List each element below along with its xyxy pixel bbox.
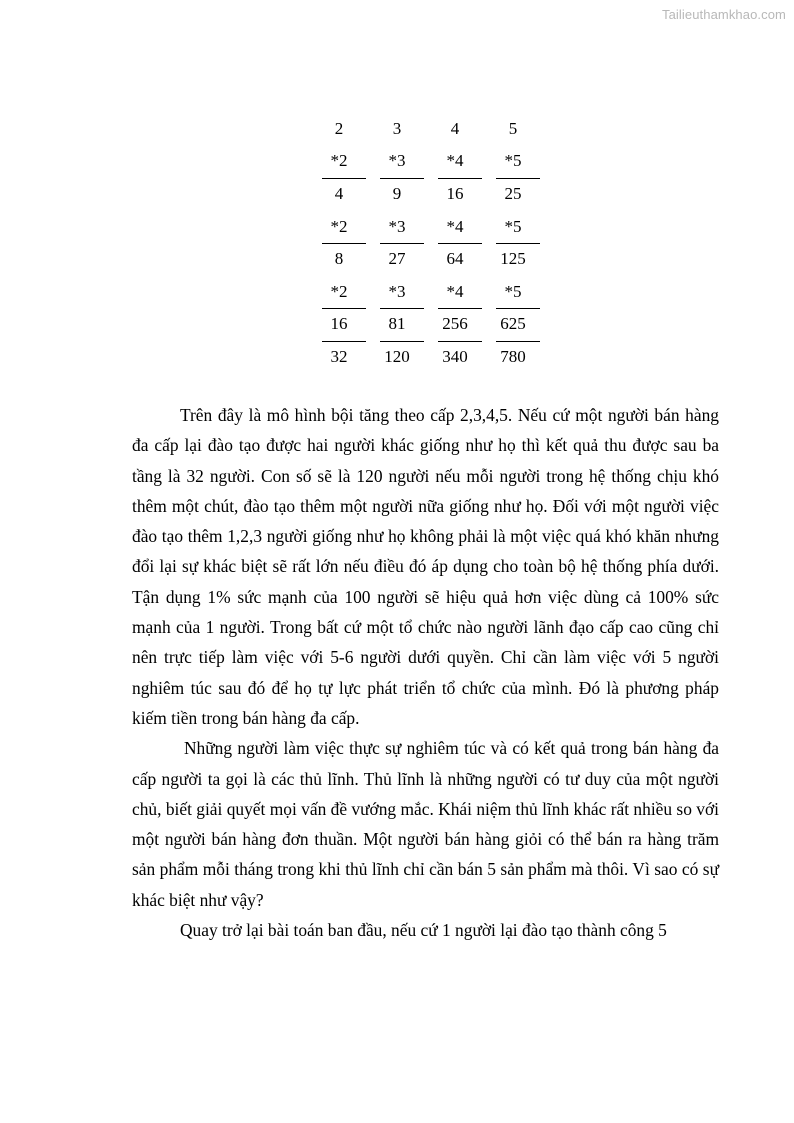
table-row <box>310 145 546 178</box>
table-cell: 2 <box>334 118 344 138</box>
paragraph: Những người làm việc thực sự nghiêm túc và có kết quả trong bán hàng đa cấp người ta gọi là các thủ lĩnh. Thủ lĩnh là những người có tư duy của một người chủ, biết giải quyết mọi vấn đề vướng mắc. Khái niệm thủ lĩnh khác rất nhiều so với một người bán hàng đơn thuần. Một người bán hàng giỏi có thể bán ra hàng trăm sản phẩm mỗi tháng trong khi thủ lĩnh chỉ cần bán 5 sản phẩm mà thôi. Vì sao có sự khác biệt như vậy? <box>132 738 719 910</box>
table-cell: *3 <box>388 216 406 236</box>
table-cell: 81 <box>368 315 426 332</box>
table-cell: *2 <box>330 281 348 301</box>
table-cell: 256 <box>426 315 484 332</box>
table-cell: 125 <box>484 250 542 267</box>
table-cell: 27 <box>368 250 426 267</box>
table-row <box>310 275 546 308</box>
table-cell: *5 <box>504 281 522 301</box>
table-row <box>310 177 546 210</box>
table-cell: 25 <box>484 185 542 202</box>
table-cell: *5 <box>504 151 522 171</box>
paragraph: Quay trở lại bài toán ban đầu, nếu cứ 1 người lại đào tạo thành công 5 <box>180 920 667 941</box>
table-cell: 4 <box>310 185 368 202</box>
table-cell: *2 <box>330 151 348 171</box>
table-cell: 8 <box>310 250 368 267</box>
table-cell: 9 <box>368 185 426 202</box>
table-cell: *4 <box>446 281 464 301</box>
table-row <box>310 242 546 275</box>
table-cell: 16 <box>426 185 484 202</box>
table-cell: 3 <box>392 118 402 138</box>
table-cell: 120 <box>368 348 426 365</box>
table-cell: 780 <box>484 348 542 365</box>
table-cell: 64 <box>426 250 484 267</box>
table-cell: *3 <box>388 151 406 171</box>
table-cell: *2 <box>330 216 348 236</box>
table-row <box>310 210 546 243</box>
table-cell: 5 <box>508 118 518 138</box>
watermark: Tailieuthamkhao.com <box>661 7 786 22</box>
multiplication-table <box>310 112 546 373</box>
table-cell: *5 <box>504 216 522 236</box>
table-row <box>310 340 546 373</box>
body-text <box>132 400 719 945</box>
table-cell: 340 <box>426 348 484 365</box>
table-row <box>310 308 546 341</box>
table-cell: 625 <box>484 315 542 332</box>
table-cell: *4 <box>446 151 464 171</box>
paragraph: Trên đây là mô hình bội tăng theo cấp 2,3,4,5. Nếu cứ một người bán hàng đa cấp lại đào tạo được hai người khác giống như họ thì kết quả thu được sau ba tầng là 32 người. Con số sẽ là 120 người nếu mỗi người trong hệ thống chịu khó thêm một chút, đào tạo thêm một người nữa giống như họ. Đối với một người việc đào tạo thêm 1,2,3 người giống như họ không phải là một việc quá khó khăn nhưng đổi lại sự khác biệt sẽ rất lớn nếu điều đó áp dụng cho toàn bộ hệ thống phía dưới. Tận dụng 1% sức mạnh của 100 người sẽ hiệu quả hơn việc dùng cả 100% sức mạnh của 1 người. Trong bất cứ một tổ chức nào người lãnh đạo cấp cao cũng chỉ nên trực tiếp làm việc với 5-6 người dưới quyền. Chỉ cần làm việc với 5 người nghiêm túc sau đó để họ tự lực phát triển tổ chức của mình. Đó là phương pháp kiếm tiền trong bán hàng đa cấp. <box>132 405 719 728</box>
table-cell: *3 <box>388 281 406 301</box>
table-cell: 32 <box>310 348 368 365</box>
table-cell: 16 <box>310 315 368 332</box>
table-cell: 4 <box>450 118 460 138</box>
table-row <box>310 112 546 145</box>
table-cell: *4 <box>446 216 464 236</box>
